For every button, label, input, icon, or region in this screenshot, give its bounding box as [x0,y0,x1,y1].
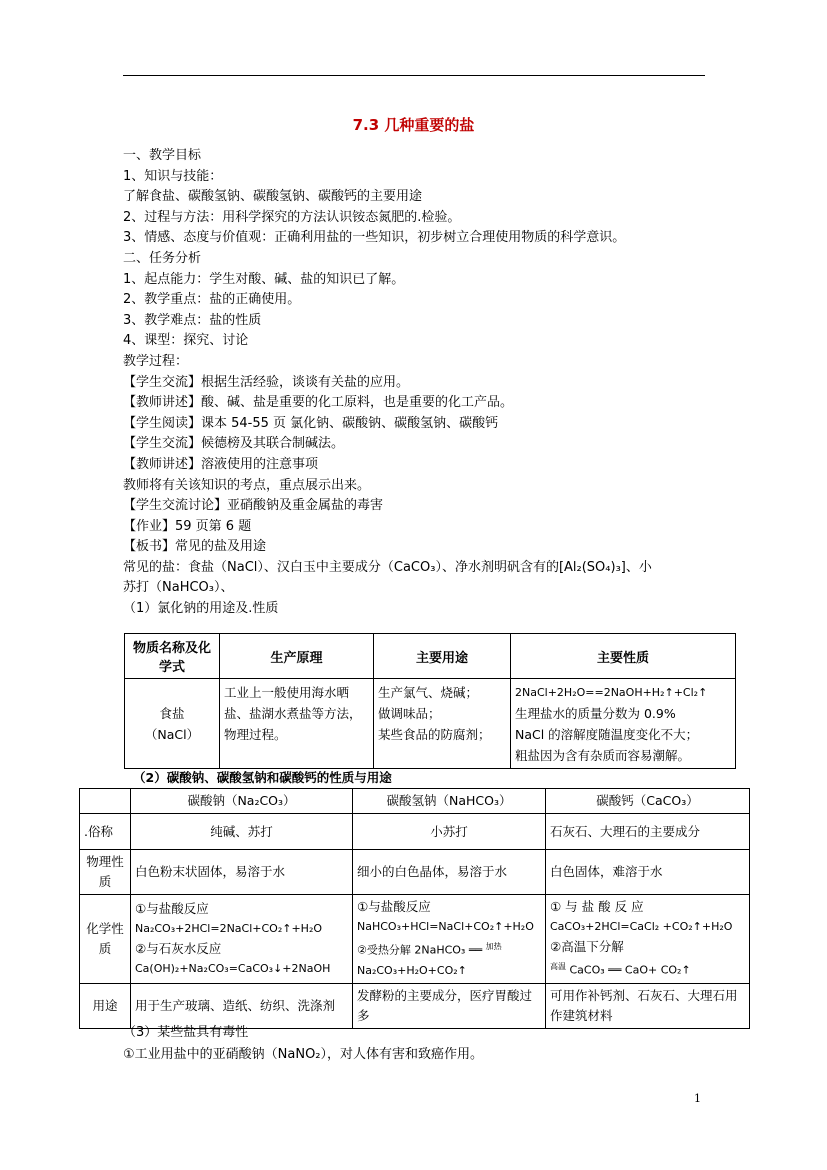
table-row [80,850,750,895]
table-cell [131,895,353,984]
after-table-text [123,1022,483,1066]
header-rule [123,75,705,76]
table-cell: 用于生产玻璃、造纸、纺织、洗涤剂 [131,983,353,1028]
text-line: ①与盐酸反应 [135,900,209,916]
row-label: .俗称 [80,814,131,850]
property-item: NaCl 的溶解度随温度变化不大； [515,727,699,742]
table-cell: 石灰石、大理石的主要成分 [546,814,750,850]
line: 【教师讲述】酸、碱、盐是重要的化工原料，也是重要的化工产品。 [123,395,514,411]
text-line: ②与石灰水反应 [135,940,222,956]
table-header-row [125,634,736,679]
line: 一、教学目标 [123,148,202,163]
table-header: 主要性质 [511,634,736,679]
text-line: ②高温下分解 [550,939,624,954]
line: 【学生交流讨论】亚硝酸钠及重金属盐的毒害 [123,498,384,514]
row-label: 物理性质 [80,850,131,895]
equation-with-condition [357,937,541,961]
condition-label: 高温 [550,962,566,971]
condition-label: 加热 [485,942,502,951]
line: （1）氯化钠的用途及.性质 [123,601,279,617]
substance-cell [125,679,220,769]
page-title: 7.3 几种重要的盐 [352,116,475,134]
equation: CaCO₃ ══ CaO+ CO₂↑ [569,963,691,977]
table-cell: 纯碱、苏打 [131,814,353,850]
table-cell: 发酵粉的主要成分，医疗胃酸过多 [353,983,546,1028]
text-line: ①与盐酸反应 [357,899,431,914]
property-item: 生理盐水的质量分数为 0.9% [515,706,676,721]
line: 【学生阅读】课本 54-55 页 氯化钠、碳酸钠、碳酸氢钠、碳酸钙 [123,415,499,431]
table-header [80,789,131,814]
property-item: 2NaCl+2H₂O==2NaOH+H₂↑+Cl₂↑ [515,686,708,699]
page-number: 1 [694,1092,701,1105]
line: 2、教学重点：盐的正确使用。 [123,292,301,308]
table-cell: 细小的白色晶体，易溶于水 [353,850,546,895]
line: 3、教学难点：盐的性质 [123,312,262,328]
use-item: 生产氯气、烧碱； [378,685,479,700]
row-label: 用途 [80,983,131,1028]
table-row [80,895,750,984]
substance-name: 食盐 [159,706,185,721]
table-header: 物质名称及化学式 [125,634,220,679]
row-label: 化学性质 [80,895,131,984]
equation: NaHCO₃+HCl=NaCl+CO₂↑+H₂O [357,920,534,933]
table-cell [546,895,750,984]
line: 1、起点能力：学生对酸、碱、盐的知识已了解。 [123,271,405,287]
use-item: 某些食品的防腐剂； [378,727,491,742]
table-row [125,679,736,769]
line: 教师将有关该知识的考点，重点展示出来。 [123,477,371,493]
line: 【教师讲述】溶液使用的注意事项 [123,456,319,472]
text-line: ① 与 盐 酸 反 应 [550,899,644,914]
table-cell: 白色固体，难溶于水 [546,850,750,895]
equation: Na₂CO₃+H₂O+CO₂↑ [357,963,467,977]
line: 【作业】59 页第 6 题 [123,518,252,534]
substance-formula: （NaCl） [144,727,200,742]
line: ①工业用盐中的亚硝酸钠（NaNO₂），对人体有害和致癌作用。 [123,1047,484,1062]
table-header: 碳酸钠（Na₂CO₃） [131,789,353,814]
line: 【学生交流】根据生活经验，谈谈有关盐的应用。 [123,374,410,390]
table-header: 主要用途 [374,634,511,679]
line: 常见的盐：食盐（NaCl）、汉白玉中主要成分（CaCO₃）、净水剂明矾含有的[Al₂(SO₄)₃]、小 [123,559,652,575]
property-item: 粗盐因为含有杂质而容易潮解。 [515,748,691,763]
equation: Na₂CO₃+2HCl=2NaCl+CO₂↑+H₂O [135,921,323,935]
equation: ②受热分解 2NaHCO₃ ══ [357,943,486,957]
table-header-row [80,789,750,814]
line: 了解食盐、碳酸氢钠、碳酸氢钠、碳酸钙的主要用途 [123,189,423,205]
carbonates-table [79,788,750,1029]
line: 3、情感、态度与价值观：正确利用盐的一些知识，初步树立合理使用物质的科学意识。 [123,230,626,246]
line: 2、过程与方法：用科学探究的方法认识铵态氮肥的.检验。 [123,209,461,225]
equation: Ca(OH)₂+Na₂CO₃=CaCO₃↓+2NaOH [135,961,331,975]
line: 【板书】常见的盐及用途 [123,539,267,555]
line: 苏打（NaHCO₃）、 [123,580,234,596]
table-header: 碳酸钙（CaCO₃） [546,789,750,814]
line: （3）某些盐具有毒性 [123,1025,249,1040]
principle-cell: 工业上一般使用海水晒盐、盐湖水煮盐等方法，物理过程。 [220,679,374,769]
table-header: 碳酸氢钠（NaHCO₃） [353,789,546,814]
table-cell [353,895,546,984]
line: 二、任务分析 [123,250,202,266]
table-cell: 小苏打 [353,814,546,850]
line: 1、知识与技能： [123,168,223,184]
sodium-chloride-table [124,633,736,769]
line: 教学过程： [123,353,189,369]
table-row [80,814,750,850]
equation-with-condition [550,957,745,981]
table-header: 生产原理 [220,634,374,679]
properties-cell [511,679,736,769]
line: 【学生交流】候德榜及其联合制碱法。 [123,436,345,452]
use-item: 做调味品； [378,706,441,721]
table-cell: 白色粉末状固体，易溶于水 [131,850,353,895]
table-cell: 可用作补钙剂、石灰石、大理石用作建筑材料 [546,983,750,1028]
line: 4、课型：探究、讨论 [123,333,249,349]
uses-cell [374,679,511,769]
equation: CaCO₃+2HCl=CaCl₂ +CO₂↑+H₂O [550,920,733,933]
section-heading: （2）碳酸钠、碳酸氢钠和碳酸钙的性质与用途 [133,770,392,785]
body-text [123,146,713,620]
